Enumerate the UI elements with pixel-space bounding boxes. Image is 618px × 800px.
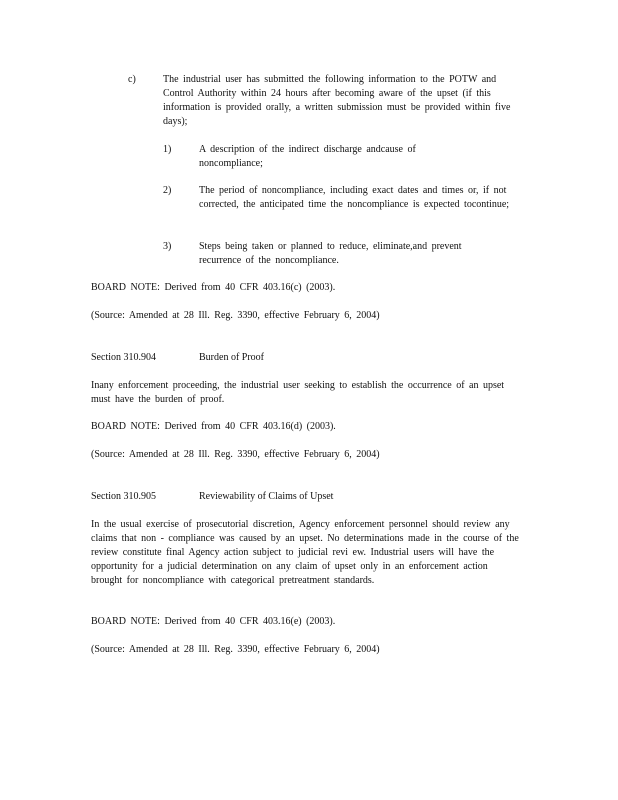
subitem-3-label: 3) [163, 241, 172, 252]
section-905-number: Section 310.905 [91, 491, 156, 502]
source-note-3: (Source: Amended at 28 Ill. Reg. 3390, effective February 6, 2004) [91, 644, 380, 655]
section-904-body: Inany enforcement proceeding, the industrial user seeking to establish the occurrence of an upset must have the burden of proof. [91, 380, 509, 405]
subitem-2-text: The period of noncompliance, including exact dates and times or, if not corrected, the anticipated time the noncompliance is expected tocontinue; [199, 185, 511, 210]
item-c-text: The industrial user has submitted the following information to the POTW and Control Authority within 24 hours after becoming aware of the upset (if this information is provided orally, a written submission must be provided within five days); [163, 74, 515, 127]
subitem-3-text: Steps being taken or planned to reduce, eliminate,and prevent recurrence of the noncompliance. [199, 241, 467, 266]
board-note-2: BOARD NOTE: Derived from 40 CFR 403.16(d) (2003). [91, 421, 336, 432]
section-904-title: Burden of Proof [199, 352, 264, 363]
item-c-label: c) [128, 74, 136, 85]
section-905-title: Reviewability of Claims of Upset [199, 491, 334, 502]
source-note-1: (Source: Amended at 28 Ill. Reg. 3390, effective February 6, 2004) [91, 310, 380, 321]
source-note-2: (Source: Amended at 28 Ill. Reg. 3390, effective February 6, 2004) [91, 449, 380, 460]
section-904-number: Section 310.904 [91, 352, 156, 363]
board-note-1: BOARD NOTE: Derived from 40 CFR 403.16(c) (2003). [91, 282, 336, 293]
subitem-1-text: A description of the indirect discharge andcause of noncompliance; [199, 144, 421, 169]
section-905-body: In the usual exercise of prosecutorial discretion, Agency enforcement personnel should review any claims that non - compliance was caused by an upset. No determinations made in the course of the review constitute final Agency action subject to judicial revi ew. Industrial users will have the opportunity for a judicial determination on any claim of upset only in an enforcement action brought for noncompliance with categorical pretreatment standards. [91, 519, 524, 586]
subitem-2-label: 2) [163, 185, 172, 196]
board-note-3: BOARD NOTE: Derived from 40 CFR 403.16(e) (2003). [91, 616, 336, 627]
subitem-1-label: 1) [163, 144, 172, 155]
